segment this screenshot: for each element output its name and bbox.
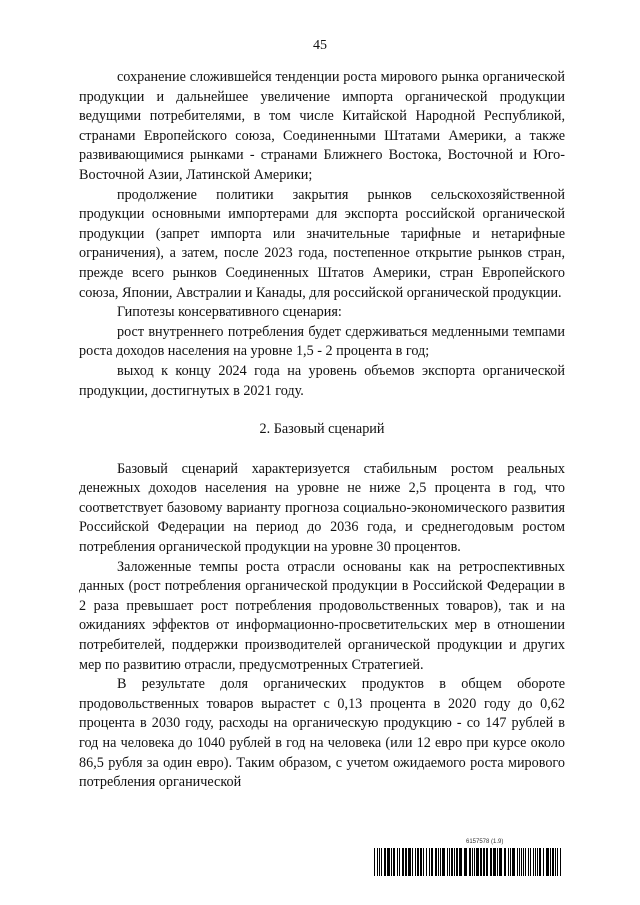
barcode-bar [456,848,458,876]
paragraph: Заложенные темпы роста отрасли основаны как на ретроспективных данных (рост потребления органической продукции в Российской Федерации в 2 раза превышает рост потребления продовольственных товаров), так и на ожиданиях эффектов от информационно-просветительских мер в отношении потребителей, поддержки производителей органической продукции и других мер по развитию отрасли, предусмотренных Стратегией. [79,558,565,673]
paragraph: продолжение политики закрытия рынков сельскохозяйственной продукции основными импортерами для экспорта российской органической продукции (запрет импорта или значительные тарифные и нетарифные ограничения), а затем, после 2023 года, постепенное открытие рынков стран, прежде всего рынков Соединенных Штатов Америки, стран Европейского союза, Японии, Австралии и Канады, для российской органической продукции. [79,186,565,301]
barcode-bar [472,848,473,876]
barcode-bar [493,848,496,876]
barcode-bar [521,848,522,876]
barcode-bar [435,848,437,876]
barcode-bar [483,848,485,876]
paragraph: Гипотезы консервативного сценария: [117,304,342,321]
barcode-bar [533,848,534,876]
barcode-bar [405,848,407,876]
paragraph: сохранение сложившейся тенденции роста мирового рынка органической продукции и дальнейшее увеличение импорта органической продукции ведущими потребителями, в том числе Китайской Народной Республикой, странами Европейского союза, Соединенными Штатами Америки, а также развивающимися рынками - странами Ближнего Востока, Восточной и Юго-Восточной Азии, Латинской Америки; [79,69,565,183]
paragraph: Базовый сценарий характеризуется стабильным ростом реальных денежных доходов населения на уровне не ниже 2,5 процента в год, что соответствует базовому варианту прогноза социально-экономического развития Российской Федерации на период до 2036 года, и среднегодовым ростом потребления органической продукции на уровне 30 процентов. [79,460,565,556]
barcode-bar [555,848,556,876]
page-number: 45 [313,38,327,53]
paragraph: выход к концу 2024 года на уровень объемов экспорта органической продукции, достигнутых в 2021 году. [79,362,565,399]
barcode-bar [440,848,441,876]
barcode-bar [490,848,492,876]
barcode-bar [454,848,455,876]
barcode-bar [449,848,450,876]
barcode-bar [557,848,558,876]
barcode-bar [387,848,390,876]
barcode-bar [412,848,413,876]
barcode-bar [535,848,536,876]
barcode-bar [519,848,520,876]
barcode-bar [438,848,439,876]
barcode-bar [393,848,395,876]
section-heading: 2. Базовый сценарий [259,421,385,438]
barcode-bar [543,848,544,876]
barcode-icon [374,848,562,876]
barcode-bar [464,848,467,876]
barcode-bar [415,848,416,876]
barcode-bar [480,848,482,876]
paragraph: рост внутреннего потребления будет сдерживаться медленными темпами роста доходов населения на уровне 1,5 - 2 процента в год; [79,323,565,360]
barcode-bar [560,848,561,876]
barcode-bar [379,848,380,876]
barcode-bar [442,848,445,876]
barcode-bar [431,848,433,876]
barcode-bar [517,848,518,876]
barcode-bar [374,848,375,876]
barcode-bar [552,848,554,876]
barcode-bar [499,848,502,876]
barcode-bar [381,848,382,876]
barcode-bar [525,848,526,876]
barcode-bar [384,848,386,876]
barcode-bar [459,848,462,876]
barcode-bar [408,848,411,876]
barcode-bar [486,848,488,876]
barcode-bar [504,848,506,876]
barcode-bar [451,848,453,876]
barcode-bar [528,848,529,876]
barcode-bar [417,848,419,876]
barcode-bar [402,848,404,876]
barcode-bar [476,848,479,876]
barcode-bar [537,848,538,876]
barcode-bar [508,848,509,876]
barcode-bar [391,848,392,876]
barcode-bar [530,848,531,876]
barcode-bar [512,848,515,876]
barcode-bar [469,848,471,876]
barcode-bar [377,848,378,876]
barcode-bar [429,848,430,876]
barcode-bar [420,848,422,876]
barcode-bar [510,848,511,876]
barcode-bar [423,848,424,876]
barcode-bar [447,848,448,876]
barcode-bar [497,848,498,876]
barcode-bar [539,848,541,876]
barcode-bar [546,848,549,876]
barcode-bar [426,848,427,876]
barcode-bar [523,848,524,876]
barcode-bar [550,848,551,876]
barcode-bar [399,848,400,876]
barcode-bar [474,848,475,876]
barcode-bar [397,848,398,876]
paragraph: В результате доля органических продуктов в общем обороте продовольственных товаров вырастет с 0,13 процента в 2020 году до 0,62 процента в 2030 году, расходы на органическую продукцию - со 147 рублей в год на человека до 1040 рублей в год на человека (или 12 евро при курсе около 86,5 рубля за один евро). Таким образом, с учетом ожидаемого роста мирового потребления органической [79,676,565,791]
document-code: 6157578 (1.9) [466,839,504,845]
document-body [79,68,565,793]
